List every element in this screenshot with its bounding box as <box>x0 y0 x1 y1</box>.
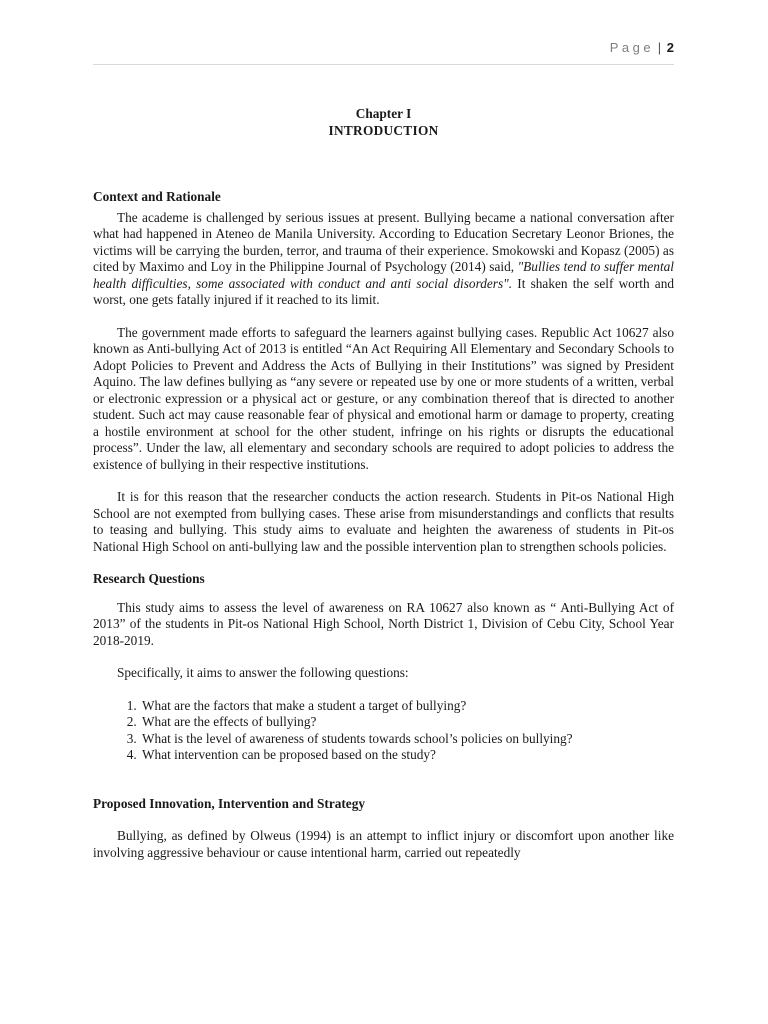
page-number: 2 <box>666 40 674 55</box>
section-heading-research: Research Questions <box>93 571 205 586</box>
context-p1-quote: "Bullies tend to suffer mental health difficulties, some associated with conduct and anti social disorders". <box>93 259 674 291</box>
chapter-subtitle: INTRODUCTION <box>328 122 439 138</box>
page-header <box>93 40 674 65</box>
list-item: 1. What are the factors that make a student a target of bullying? <box>140 698 674 715</box>
document-body <box>93 106 674 861</box>
context-paragraph-2: The government made efforts to safeguard the learners against bullying cases. Republic Act 10627 also known as Anti-bullying Act of 2013 is entitled “An Act Requiring All Elementary and Secondary Schools to Adopt Policies to Prevent and Address the Acts of Bullying in their Institutions” was signed by President Aquino. The law defines bullying as “any severe or repeated use by one or more students of a written, verbal or electronic expression or a physical act or gesture, or any combination thereof that is directed to another student. Such act may cause reasonable fear of physical and emotional harm or damage to property, creating a hostile environment at school for the other student, infringe on his rights or disrupts the educational process”. Under the law, all elementary and secondary schools are required to adopt policies to address the existence of bullying in their respective institutions. <box>93 324 674 472</box>
list-item: 4. What intervention can be proposed based on the study? <box>140 747 674 764</box>
research-paragraph-2: Specifically, it aims to answer the following questions: <box>117 665 409 680</box>
context-paragraph-3: It is for this reason that the researcher conducts the action research. Students in Pit-os National High School are not exempted from bullying cases. These arise from misunderstandings and conflicts that results to teasing and bullying. This study aims to evaluate and heighten the awareness of students in Pit-os National High School on anti-bullying law and the possible intervention plan to strengthen schools policies. <box>93 489 674 554</box>
section-heading-context: Context and Rationale <box>93 189 221 204</box>
context-paragraph-1 <box>93 210 674 309</box>
list-item: 3. What is the level of awareness of students towards school’s policies on bullying? <box>140 731 674 748</box>
innovation-paragraph-1: Bullying, as defined by Olweus (1994) is an attempt to inflict injury or discomfort upon another like involving aggressive behaviour or cause intentional harm, carried out repeatedly <box>93 828 674 860</box>
section-heading-innovation: Proposed Innovation, Intervention and Strategy <box>93 795 365 811</box>
research-questions-list <box>93 698 674 764</box>
chapter-title: Chapter I <box>355 106 412 121</box>
context-p1-text: The academe is challenged by serious issues at present. Bullying became a national conversation after what had happened in Ateneo de Manila University. According to Education Secretary Leonor Briones, the victims will be carrying the burden, terror, and trauma of their experience. Smokowski and Kopasz (2005) as cited by Maximo and Loy in the Philippine Journal of Psychology (2014) said, <box>93 209 674 274</box>
page-label: Page <box>609 40 655 55</box>
context-p1-tail: It shaken the self worth and worst, one gets fatally injured if it reached to its limit. <box>93 275 675 307</box>
header-separator: | <box>657 40 662 55</box>
research-paragraph-1: This study aims to assess the level of awareness on RA 10627 also known as “ Anti-Bullying Act of 2013” of the students in Pit-os National High School, North District 1, Division of Cebu City, School Year 2018-2019. <box>93 599 674 648</box>
list-item: 2. What are the effects of bullying? <box>140 714 674 731</box>
